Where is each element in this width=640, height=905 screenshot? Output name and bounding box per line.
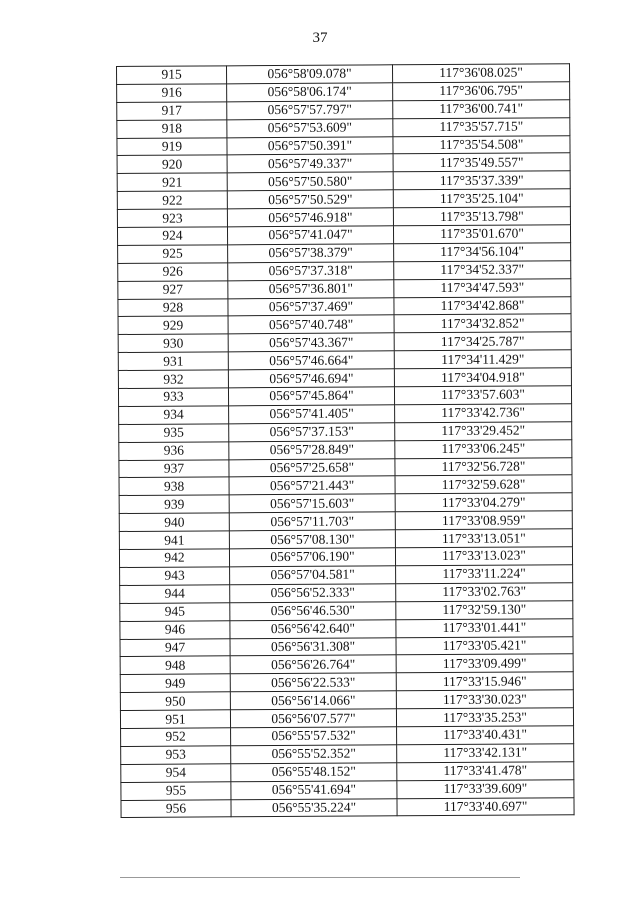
point-number-cell: 935 xyxy=(119,424,229,443)
latitude-cell: 056°55'41.694" xyxy=(231,780,397,799)
longitude-cell: 117°33'30.023" xyxy=(396,690,573,709)
point-number-cell: 925 xyxy=(118,245,228,264)
latitude-cell: 056°56'46.530" xyxy=(230,602,396,621)
latitude-cell: 056°57'28.849" xyxy=(229,441,395,460)
longitude-cell: 117°35'49.557" xyxy=(393,153,570,172)
coordinates-table-body xyxy=(117,64,575,818)
point-number-cell: 929 xyxy=(118,316,228,335)
longitude-cell: 117°34'47.593" xyxy=(394,278,571,297)
latitude-cell: 056°57'50.580" xyxy=(227,172,393,191)
longitude-cell: 117°34'11.429" xyxy=(394,350,571,369)
longitude-cell: 117°33'15.946" xyxy=(396,672,573,691)
latitude-cell: 056°57'46.918" xyxy=(227,208,393,227)
longitude-cell: 117°33'06.245" xyxy=(395,439,572,458)
point-number-cell: 945 xyxy=(120,603,230,622)
longitude-cell: 117°33'40.431" xyxy=(397,726,574,745)
longitude-cell: 117°33'13.023" xyxy=(395,547,572,566)
longitude-cell: 117°35'54.508" xyxy=(393,135,570,154)
latitude-cell: 056°57'36.801" xyxy=(228,279,394,298)
longitude-cell: 117°34'52.337" xyxy=(394,261,571,280)
page-number: 37 xyxy=(312,30,328,46)
point-number-cell: 915 xyxy=(117,66,227,85)
longitude-cell: 117°35'01.670" xyxy=(393,225,570,244)
latitude-cell: 056°57'11.703" xyxy=(229,512,395,531)
latitude-cell: 056°55'35.224" xyxy=(231,798,397,817)
longitude-cell: 117°34'32.852" xyxy=(394,314,571,333)
point-number-cell: 919 xyxy=(117,137,227,156)
longitude-cell: 117°36'00.741" xyxy=(393,100,570,119)
point-number-cell: 955 xyxy=(121,781,231,800)
latitude-cell: 056°57'40.748" xyxy=(228,315,394,334)
point-number-cell: 923 xyxy=(117,209,227,228)
longitude-cell: 117°32'59.130" xyxy=(396,600,573,619)
point-number-cell: 951 xyxy=(120,710,230,729)
latitude-cell: 056°57'37.318" xyxy=(228,262,394,281)
latitude-cell: 056°58'06.174" xyxy=(227,83,393,102)
latitude-cell: 056°55'52.352" xyxy=(231,745,397,764)
latitude-cell: 056°57'37.153" xyxy=(229,423,395,442)
point-number-cell: 946 xyxy=(120,620,230,639)
longitude-cell: 117°33'04.279" xyxy=(395,493,572,512)
longitude-cell: 117°33'41.478" xyxy=(397,761,574,780)
point-number-cell: 917 xyxy=(117,102,227,121)
point-number-cell: 947 xyxy=(120,638,230,657)
longitude-cell: 117°33'42.736" xyxy=(395,404,572,423)
longitude-cell: 117°33'13.051" xyxy=(395,529,572,548)
longitude-cell: 117°32'59.628" xyxy=(395,475,572,494)
longitude-cell: 117°33'39.609" xyxy=(397,779,574,798)
longitude-cell: 117°33'01.441" xyxy=(396,618,573,637)
point-number-cell: 931 xyxy=(118,352,228,371)
longitude-cell: 117°33'09.499" xyxy=(396,654,573,673)
point-number-cell: 950 xyxy=(120,692,230,711)
longitude-cell: 117°34'04.918" xyxy=(394,368,571,387)
longitude-cell: 117°32'56.728" xyxy=(395,457,572,476)
latitude-cell: 056°57'46.664" xyxy=(228,351,394,370)
longitude-cell: 117°35'37.339" xyxy=(393,171,570,190)
latitude-cell: 056°57'15.603" xyxy=(229,494,395,513)
latitude-cell: 056°57'04.581" xyxy=(230,566,396,585)
point-number-cell: 930 xyxy=(118,334,228,353)
latitude-cell: 056°58'09.078" xyxy=(227,65,393,84)
point-number-cell: 928 xyxy=(118,298,228,317)
point-number-cell: 948 xyxy=(120,656,230,675)
latitude-cell: 056°57'46.694" xyxy=(228,369,394,388)
latitude-cell: 056°56'42.640" xyxy=(230,619,396,638)
point-number-cell: 939 xyxy=(119,495,229,514)
longitude-cell: 117°33'40.697" xyxy=(397,797,574,816)
latitude-cell: 056°57'50.529" xyxy=(227,190,393,209)
bottom-rule xyxy=(120,877,520,878)
longitude-cell: 117°36'08.025" xyxy=(392,64,569,83)
point-number-cell: 921 xyxy=(117,173,227,192)
point-number-cell: 943 xyxy=(120,567,230,586)
longitude-cell: 117°33'08.959" xyxy=(395,511,572,530)
latitude-cell: 056°56'26.764" xyxy=(230,655,396,674)
latitude-cell: 056°55'48.152" xyxy=(231,763,397,782)
point-number-cell: 940 xyxy=(119,513,229,532)
point-number-cell: 924 xyxy=(117,227,227,246)
point-number-cell: 953 xyxy=(121,746,231,765)
latitude-cell: 056°56'22.533" xyxy=(230,673,396,692)
latitude-cell: 056°57'37.469" xyxy=(228,297,394,316)
point-number-cell: 944 xyxy=(120,585,230,604)
longitude-cell: 117°34'42.868" xyxy=(394,296,571,315)
latitude-cell: 056°57'43.367" xyxy=(228,333,394,352)
point-number-cell: 932 xyxy=(118,370,228,389)
point-number-cell: 918 xyxy=(117,119,227,138)
latitude-cell: 056°56'31.308" xyxy=(230,637,396,656)
latitude-cell: 056°56'07.577" xyxy=(230,709,396,728)
point-number-cell: 937 xyxy=(119,459,229,478)
latitude-cell: 056°57'41.047" xyxy=(227,226,393,245)
longitude-cell: 117°34'25.787" xyxy=(394,332,571,351)
longitude-cell: 117°35'13.798" xyxy=(393,207,570,226)
point-number-cell: 936 xyxy=(119,442,229,461)
latitude-cell: 056°56'52.333" xyxy=(230,584,396,603)
longitude-cell: 117°33'05.421" xyxy=(396,636,573,655)
latitude-cell: 056°56'14.066" xyxy=(230,691,396,710)
latitude-cell: 056°57'57.797" xyxy=(227,101,393,120)
point-number-cell: 927 xyxy=(118,281,228,300)
point-number-cell: 954 xyxy=(121,764,231,783)
point-number-cell: 941 xyxy=(119,531,229,550)
point-number-cell: 926 xyxy=(118,263,228,282)
point-number-cell: 942 xyxy=(119,549,229,568)
latitude-cell: 056°57'50.391" xyxy=(227,136,393,155)
point-number-cell: 938 xyxy=(119,477,229,496)
point-number-cell: 952 xyxy=(121,728,231,747)
point-number-cell: 916 xyxy=(117,84,227,103)
longitude-cell: 117°35'25.104" xyxy=(393,189,570,208)
latitude-cell: 056°55'57.532" xyxy=(231,727,397,746)
latitude-cell: 056°57'45.864" xyxy=(228,387,394,406)
point-number-cell: 922 xyxy=(117,191,227,210)
latitude-cell: 056°57'08.130" xyxy=(229,530,395,549)
table-row xyxy=(121,797,574,818)
longitude-cell: 117°33'11.224" xyxy=(396,565,573,584)
coordinates-table xyxy=(116,63,575,818)
latitude-cell: 056°57'53.609" xyxy=(227,118,393,137)
longitude-cell: 117°33'02.763" xyxy=(396,583,573,602)
latitude-cell: 056°57'21.443" xyxy=(229,476,395,495)
latitude-cell: 056°57'38.379" xyxy=(228,244,394,263)
latitude-cell: 056°57'06.190" xyxy=(229,548,395,567)
point-number-cell: 949 xyxy=(120,674,230,693)
latitude-cell: 056°57'41.405" xyxy=(229,405,395,424)
point-number-cell: 956 xyxy=(121,799,231,818)
latitude-cell: 056°57'25.658" xyxy=(229,458,395,477)
point-number-cell: 920 xyxy=(117,155,227,174)
longitude-cell: 117°36'06.795" xyxy=(393,82,570,101)
point-number-cell: 933 xyxy=(118,388,228,407)
longitude-cell: 117°35'57.715" xyxy=(393,117,570,136)
point-number-cell: 934 xyxy=(119,406,229,425)
latitude-cell: 056°57'49.337" xyxy=(227,154,393,173)
longitude-cell: 117°33'42.131" xyxy=(397,744,574,763)
longitude-cell: 117°34'56.104" xyxy=(394,243,571,262)
longitude-cell: 117°33'29.452" xyxy=(395,422,572,441)
longitude-cell: 117°33'57.603" xyxy=(394,386,571,405)
longitude-cell: 117°33'35.253" xyxy=(396,708,573,727)
